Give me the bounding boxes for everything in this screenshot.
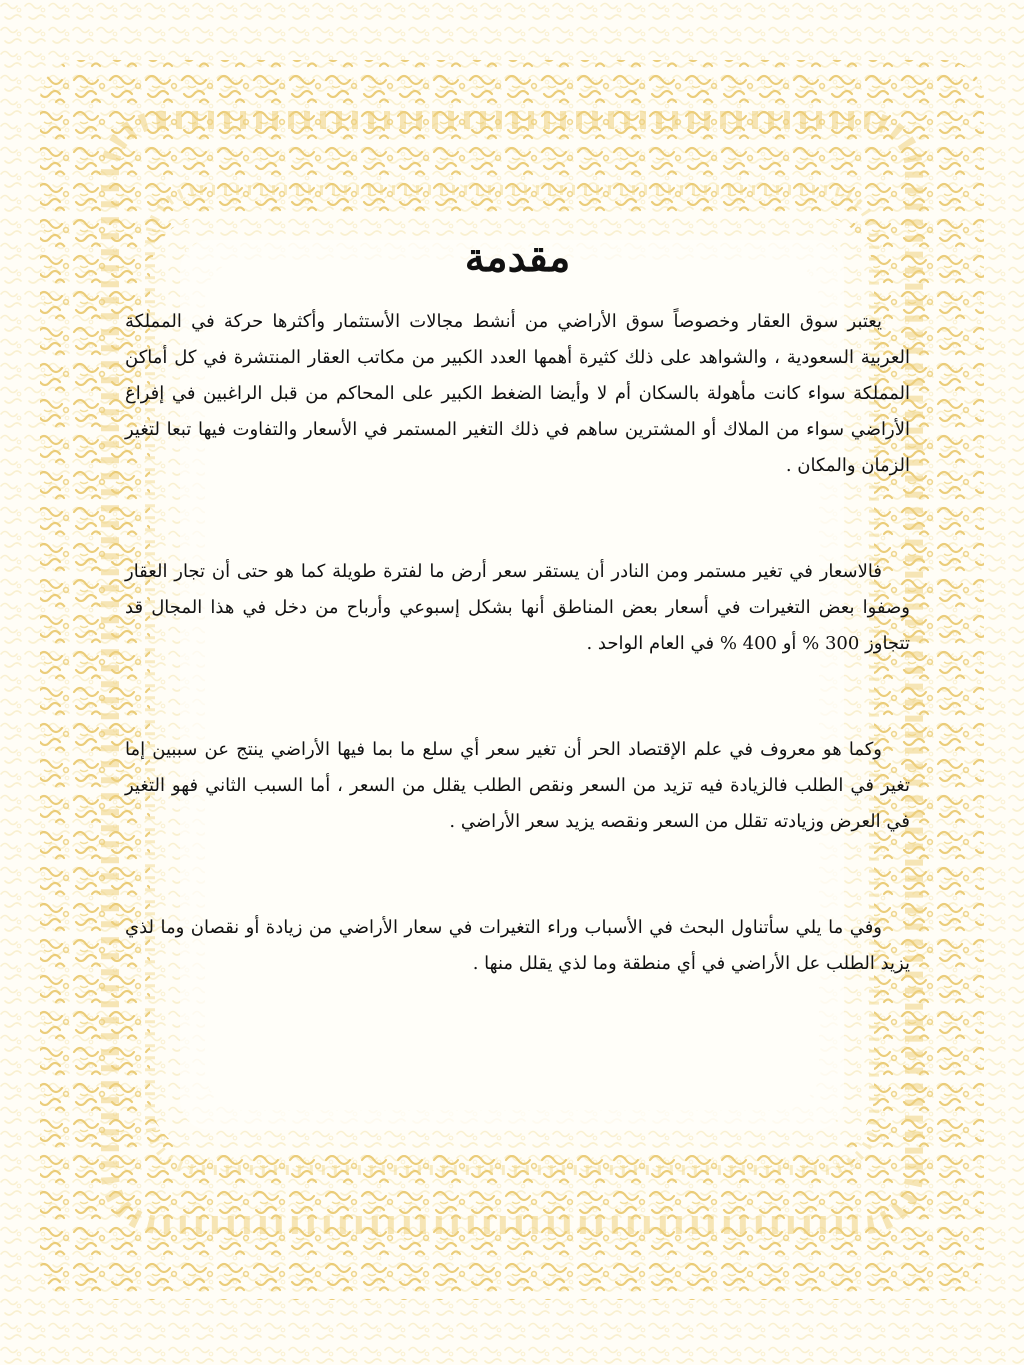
paragraph-economics: وكما هو معروف في علم الإقتصاد الحر أن تغير سعر أي سلع ما بما فيها الأراضي ينتج عن سببين إما تغير في الطلب فالزيادة فيه تزيد من السعر ونقص الطلب يقلل من السعر ، أما السبب الثاني فهو التغير في العرض وزيادته تقلل من السعر ونقصه يزيد سعر الأراضي .: [125, 739, 910, 832]
paragraph-research-scope: وفي ما يلي سأتناول البحث في الأسباب وراء التغيرات في سعار الأراضي من زيادة أو نقصان وما لذي يزيد الطلب عل الأراضي في أي منطقة وما لذي يقلل منها .: [125, 917, 910, 974]
paragraph-intro: يعتبر سوق العقار وخصوصاً سوق الأراضي من أنشط مجالات الأستثمار وأكثرها حركة في المملكة العربية السعودية ، والشواهد على ذلك كثيرة أهمها العدد الكبير من مكاتب العقار المنتشرة في كل أماكن المملكة سواء كانت مأهولة بالسكان أم لا وأيضا الضغط الكبير على المحاكم من قبل الراغبين في إفراغ الأراضي سواء من الملاك أو المشترين ساهم في ذلك التغير المستمر في الأسعار والتفاوت فيها تبعا لتغير الزمان والمكان .: [125, 311, 910, 476]
paragraph-price-changes: فالاسعار في تغير مستمر ومن النادر أن يستقر سعر أرض ما لفترة طويلة كما هو حتى أن تجار العقار وصفوا بعض التغيرات في أسعار بعض المناطق أنها بشكل إسبوعي وأرباح من دخل في هذا المجال قد تتجاوز 300 % أو 400 % في العام الواحد .: [125, 561, 910, 654]
document-body: [125, 230, 910, 982]
page-title: مقدمة: [464, 234, 571, 281]
